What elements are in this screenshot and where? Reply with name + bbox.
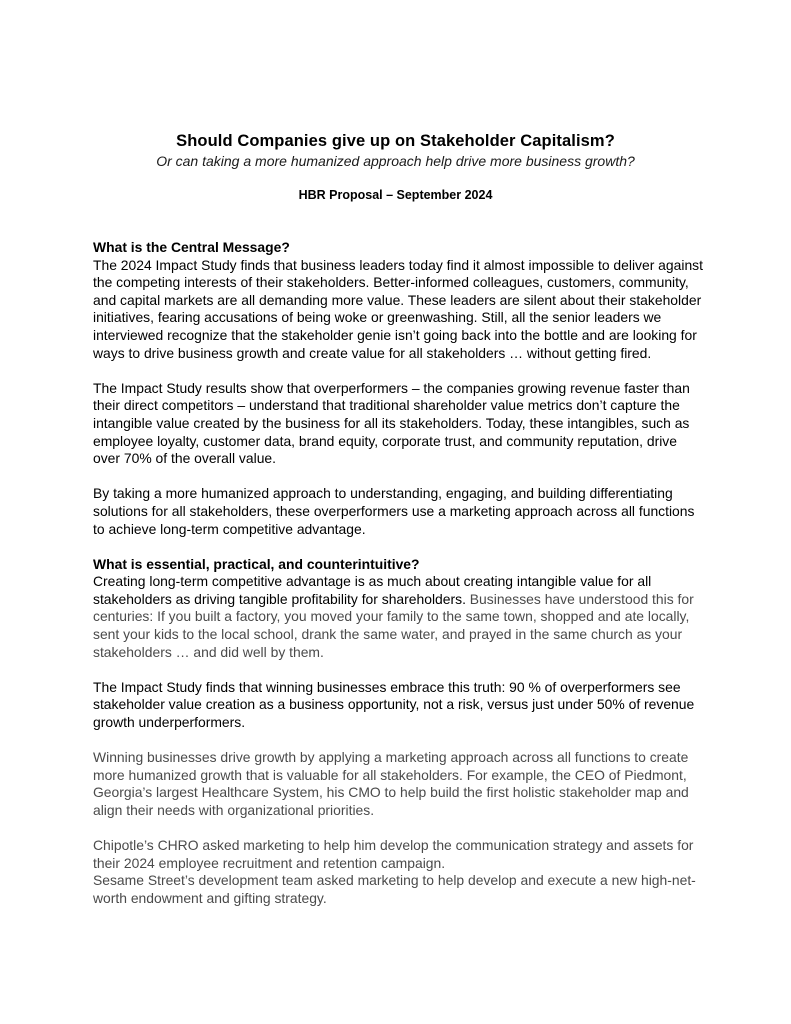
document-subtitle: Or can taking a more humanized approach help drive more business growth? <box>156 153 635 169</box>
essential-paragraph-1-part-1: Creating long-term competitive advantage is as much about creating intangible value for all stakeholders as driving tangible profitability for shareholders. <box>93 573 652 607</box>
essential-paragraph-4-line-1: Chipotle’s CHRO asked marketing to help him develop the communication strategy and assets for their 2024 employee recruitment and retention campaign. <box>93 837 694 871</box>
essential-paragraph-1 <box>93 573 705 661</box>
central-message-paragraph-1: The 2024 Impact Study finds that business leaders today find it almost impossible to deliver against the competing interests of their stakeholders. Better-informed colleagues, customers, community, and capital markets are all demanding more value. These leaders are silent about their stakeholder initiatives, fearing accusations of being woke or greenwashing. Still, all the senior leaders we interviewed recognize that the stakeholder genie isn’t going back into the bottle and are looking for ways to drive business growth and create value for all stakeholders … without getting fired. <box>93 256 703 361</box>
document-title: Should Companies give up on Stakeholder Capitalism? <box>176 132 615 150</box>
essential-paragraph-4-line-2: Sesame Street’s development team asked marketing to help develop and execute a new high-net-worth endowment and gifting strategy. <box>93 872 696 906</box>
section-heading-essential: What is essential, practical, and counterintuitive? <box>93 555 420 572</box>
central-message-paragraph-3: By taking a more humanized approach to understanding, engaging, and building differentiating solutions for all stakeholders, these overperformers use a marketing approach across all functions to achieve long-term competitive advantage. <box>93 485 695 537</box>
proposal-date-line: HBR Proposal – September 2024 <box>298 188 493 202</box>
section-heading-central-message: What is the Central Message? <box>93 239 290 255</box>
document-body <box>93 239 705 925</box>
essential-paragraph-4 <box>93 837 705 907</box>
essential-paragraph-3: Winning businesses drive growth by applying a marketing approach across all functions to create more humanized growth that is valuable for all stakeholders. For example, the CEO of Piedmont, Georgia’s largest Healthcare System, his CMO to help build the first holistic stakeholder map and align their needs with organizational priorities. <box>93 749 689 818</box>
central-message-paragraph-2: The Impact Study results show that overperformers – the companies growing revenue faster than their direct competitors – understand that traditional shareholder value metrics don’t capture the intangible value created by the business for all its stakeholders. Today, these intangibles, such as employee loyalty, customer data, brand equity, corporate trust, and community reputation, drive over 70% of the overall value. <box>93 379 690 467</box>
essential-paragraph-2: The Impact Study finds that winning businesses embrace this truth: 90 % of overperformers see stakeholder value creation as a business opportunity, not a risk, versus just under 50% of revenue growth underperformers. <box>93 678 695 731</box>
essential-paragraph-1-part-2: Businesses have understood this for centuries: If you built a factory, you moved your family to the same town, shopped and ate locally, sent your kids to the local school, drank the same water, and prayed in the same church as your stakeholders … and did well by them. <box>93 590 694 660</box>
